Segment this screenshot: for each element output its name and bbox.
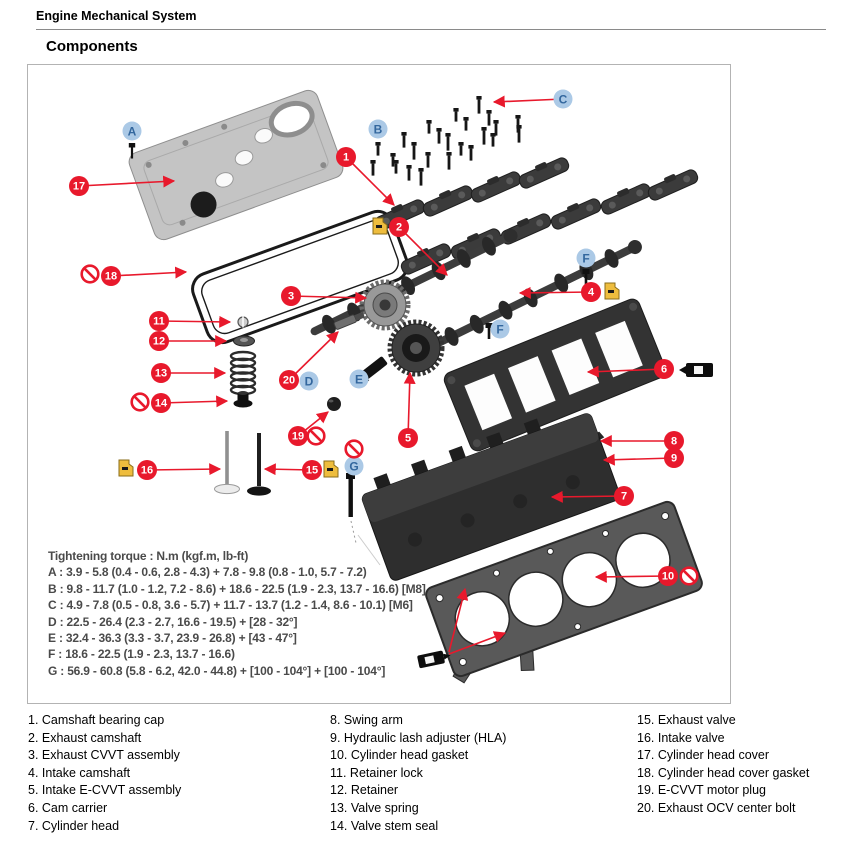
part-item: 14. Valve stem seal	[330, 818, 439, 833]
torque-line: E : 32.4 - 36.3 (3.3 - 3.7, 23.9 - 26.8) + [43 - 47°]	[48, 631, 297, 646]
cylinder-head-cover-part	[126, 88, 345, 243]
retainer-lock-part	[238, 317, 248, 328]
svg-text:3: 3	[287, 290, 295, 303]
no-symbol	[346, 441, 363, 458]
caution-oil-icon	[119, 460, 133, 476]
bearing-cap-part	[420, 181, 474, 218]
bearing-cap-part	[548, 194, 602, 231]
doc-title: Engine Mechanical System	[36, 9, 197, 23]
svg-text:13: 13	[154, 367, 168, 380]
callout-letter-A	[123, 122, 142, 141]
bearing-cap-part	[598, 179, 652, 216]
caution-oil-icon	[605, 283, 619, 299]
svg-text:19: 19	[291, 430, 305, 443]
retainer-part	[234, 336, 255, 346]
exhaust-cvvt-part	[362, 282, 408, 328]
part-item: 10. Cylinder head gasket	[330, 748, 469, 763]
head-bolt-part	[401, 132, 406, 148]
head-bolt-part	[411, 142, 416, 160]
svg-text:7: 7	[620, 490, 628, 503]
part-item: 15. Exhaust valve	[637, 713, 736, 727]
part-item: 20. Exhaust OCV center bolt	[637, 800, 796, 815]
part-item: 11. Retainer lock	[330, 765, 423, 780]
torque-note	[48, 548, 426, 679]
svg-text:18: 18	[104, 270, 118, 283]
intake-ecvvt-part	[390, 322, 442, 374]
head-bolt-part	[446, 152, 451, 170]
callout-15	[265, 460, 338, 480]
svg-text:17: 17	[72, 180, 86, 193]
bearing-cap-part	[645, 165, 699, 202]
no-symbol	[308, 428, 325, 445]
section-title: Components	[46, 38, 138, 55]
part-item: 8. Swing arm	[330, 713, 403, 727]
part-item: 5. Intake E-CVVT assembly	[28, 783, 182, 798]
svg-text:C: C	[558, 92, 568, 107]
bearing-cap-part	[468, 167, 522, 204]
svg-text:4: 4	[587, 286, 595, 299]
svg-text:F: F	[582, 251, 590, 266]
part-item: 2. Exhaust camshaft	[28, 730, 142, 745]
no-symbol	[132, 394, 149, 411]
callout-letter-F	[577, 249, 596, 268]
head-bolt-part	[486, 110, 491, 126]
head-bolt-part	[418, 168, 423, 186]
torque-line: G : 56.9 - 60.8 (5.8 - 6.2, 42.0 - 44.8) + [100 - 104°] + [100 - 104°]	[48, 663, 386, 678]
callout-14	[132, 393, 227, 413]
callout-19	[288, 412, 328, 446]
svg-text:8: 8	[670, 435, 678, 448]
part-item: 3. Exhaust CVVT assembly	[28, 748, 180, 763]
svg-text:11: 11	[153, 315, 165, 328]
parts-column	[637, 712, 809, 818]
header-divider	[36, 29, 826, 30]
svg-text:B: B	[373, 122, 383, 137]
svg-text:9: 9	[670, 452, 678, 465]
intake-valve-part	[215, 431, 240, 494]
svg-text:10: 10	[661, 570, 675, 583]
callout-12	[149, 331, 226, 351]
head-bolt-part	[393, 160, 398, 174]
head-bolt-part	[370, 160, 375, 176]
torque-lines	[48, 564, 426, 679]
torque-line: B : 9.8 - 11.7 (1.0 - 1.2, 7.2 - 8.6) + 18.6 - 22.5 (1.9 - 2.3, 13.7 - 16.6) [M8]	[48, 581, 426, 596]
svg-text:1: 1	[342, 151, 350, 164]
head-bolt-part	[476, 96, 481, 114]
head-bolt-part	[481, 127, 486, 145]
torque-line: C : 4.9 - 7.8 (0.5 - 0.8, 3.6 - 5.7) + 11.7 - 13.7 (1.2 - 1.4, 8.6 - 10.1) [M6]	[48, 598, 413, 613]
part-item: 18. Cylinder head cover gasket	[637, 765, 810, 780]
part-item: 17. Cylinder head cover	[637, 748, 770, 763]
svg-text:F: F	[496, 322, 504, 337]
parts-column	[28, 712, 181, 835]
callout-letter-C	[494, 90, 573, 109]
bolt-field	[370, 96, 521, 186]
head-bolt-part	[375, 142, 380, 156]
callout-13	[151, 363, 225, 383]
torque-line: D : 22.5 - 26.4 (2.3 - 2.7, 16.6 - 19.5) + [28 - 32°]	[48, 614, 298, 629]
callout-letter-B	[369, 120, 388, 139]
svg-text:D: D	[304, 374, 314, 389]
diagram-box	[27, 64, 731, 704]
svg-text:6: 6	[660, 363, 668, 376]
head-bolt-part	[406, 165, 411, 181]
head-bolt-part	[445, 133, 450, 151]
head-bolt-part	[463, 117, 468, 131]
part-item: 19. E-CVVT motor plug	[637, 783, 766, 798]
callout-16	[119, 460, 220, 480]
valve-spring-part	[231, 352, 255, 394]
callout-11	[149, 311, 230, 331]
callout-letter-F	[491, 320, 510, 339]
no-symbol	[681, 568, 698, 585]
svg-text:2: 2	[395, 221, 403, 234]
svg-text:16: 16	[140, 464, 154, 477]
torque-line: F : 18.6 - 22.5 (1.9 - 2.3, 13.7 - 16.6)	[48, 647, 235, 662]
callout-letter-E	[350, 370, 369, 389]
no-symbol	[82, 266, 99, 283]
part-item: 1. Camshaft bearing cap	[28, 713, 165, 727]
callout-letter-G	[345, 441, 364, 476]
callout-18	[82, 266, 186, 286]
svg-text:A: A	[127, 124, 137, 139]
callout-8	[601, 431, 684, 451]
svg-text:E: E	[354, 372, 364, 387]
part-item: 12. Retainer	[330, 783, 399, 798]
head-bolt-part	[516, 125, 521, 143]
head-bolt-part	[425, 152, 430, 168]
head-bolt-part	[436, 128, 441, 144]
head-bolt-part	[458, 142, 463, 156]
part-item: 16. Intake valve	[637, 730, 725, 745]
head-bolt-part	[468, 145, 473, 161]
svg-text:15: 15	[305, 464, 319, 477]
exhaust-valve-part	[247, 433, 271, 496]
part-item: 7. Cylinder head	[28, 818, 120, 833]
part-item: 9. Hydraulic lash adjuster (HLA)	[330, 730, 507, 745]
sealant-tube-icon	[679, 363, 713, 377]
callout-9	[604, 448, 684, 468]
svg-text:20: 20	[282, 374, 296, 387]
e-cvvt-motor-plug-part	[327, 397, 341, 411]
callout-letter-D	[300, 372, 319, 391]
head-bolt-part	[490, 133, 495, 147]
torque-title: Tightening torque : N.m (kgf.m, lb-ft)	[48, 549, 249, 563]
bearing-cap-part	[516, 153, 570, 190]
torque-line: A : 3.9 - 5.8 (0.4 - 0.6, 2.8 - 4.3) + 7.8 - 9.8 (0.8 - 1.0, 5.7 - 7.2)	[48, 565, 367, 580]
parts-column	[330, 712, 506, 835]
part-item: 6. Cam carrier	[28, 800, 108, 815]
head-bolt-part	[453, 108, 458, 122]
svg-text:14: 14	[154, 397, 168, 410]
caution-oil-icon	[324, 461, 338, 477]
svg-text:5: 5	[404, 432, 412, 445]
svg-text:12: 12	[152, 335, 166, 348]
part-item: 13. Valve spring	[330, 800, 419, 815]
callout-1	[336, 147, 394, 205]
head-bolt-part	[426, 120, 431, 134]
part-item: 4. Intake camshaft	[28, 765, 131, 780]
callout-5	[398, 373, 418, 448]
svg-text:G: G	[349, 459, 359, 474]
